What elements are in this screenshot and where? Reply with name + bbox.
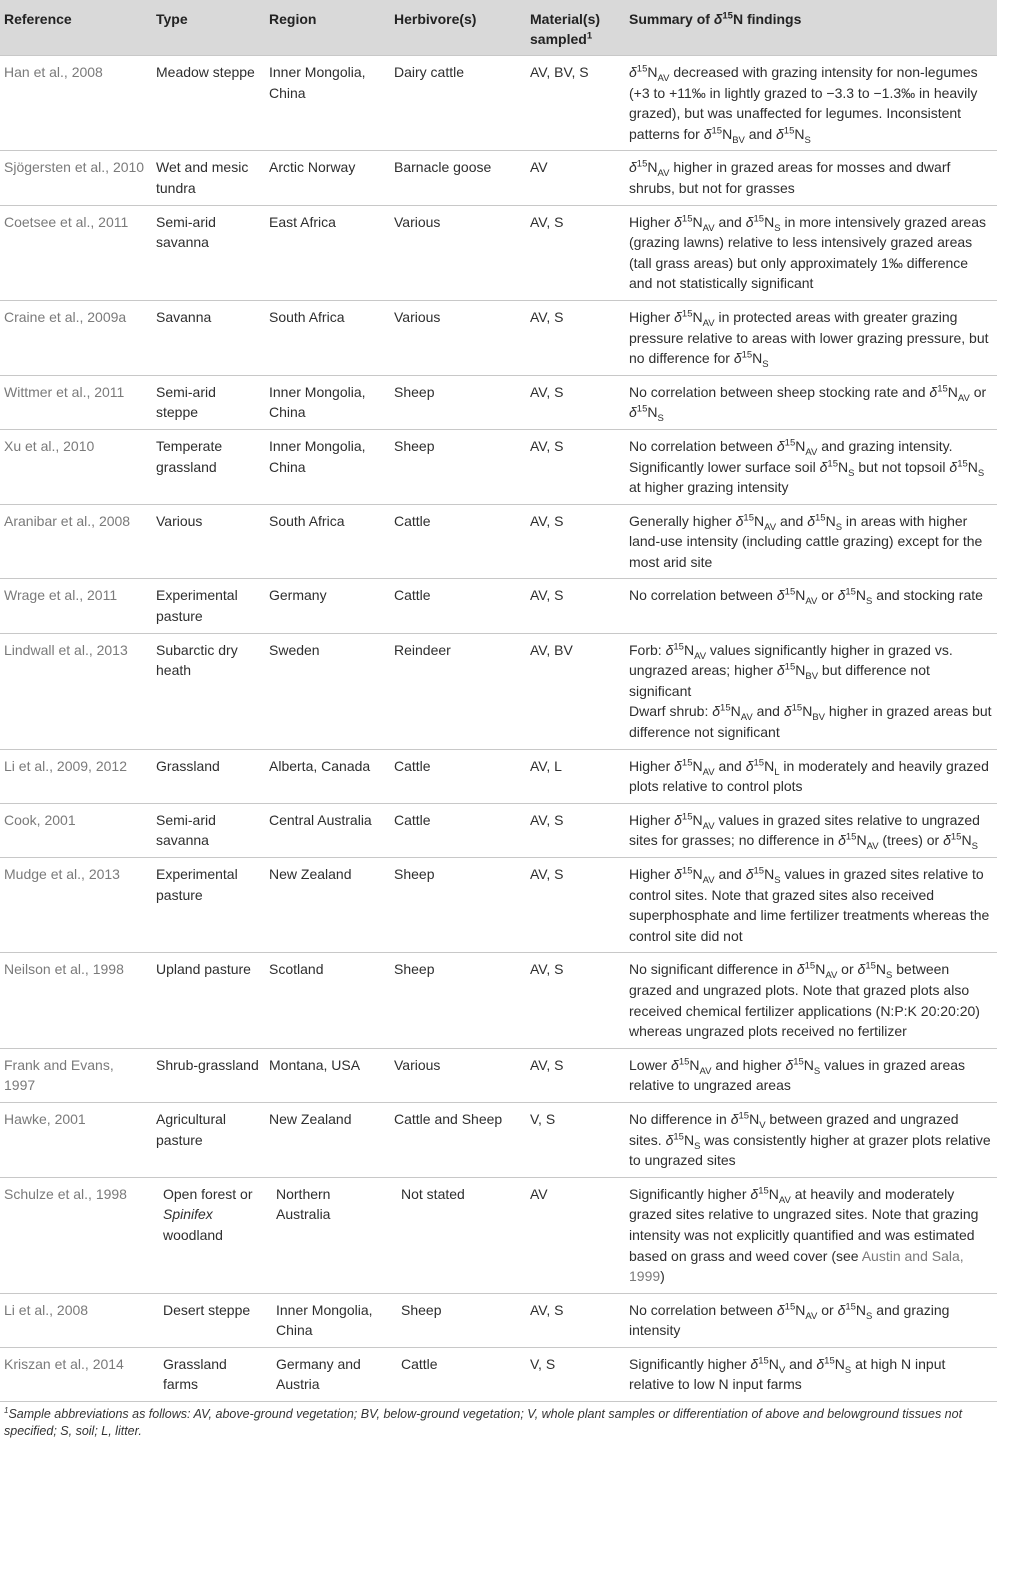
header-reference: Reference (0, 0, 152, 56)
table-row (0, 375, 997, 429)
cell-herbivore: Cattle (390, 579, 526, 633)
table-row (0, 953, 997, 1048)
header-material (526, 0, 625, 56)
cell-type: Subarctic dry heath (152, 633, 265, 749)
cell-type: Semi-arid savanna (152, 205, 265, 300)
cell-material: AV (526, 1177, 625, 1293)
cell-summary: $\delta^{15}N_{AV}$ higher in grazed areas for mosses and dwarf shrubs, but not for grasses (625, 151, 997, 205)
cell-region: Sweden (265, 633, 390, 749)
cell-material: V, S (526, 1102, 625, 1177)
table-row (0, 1177, 997, 1293)
cell-herbivore: Cattle (390, 749, 526, 803)
cell-herbivore: Not stated (390, 1177, 526, 1293)
cell-material: AV, S (526, 803, 625, 857)
cell-summary: No difference in $\delta^{15}N_V$ between grazed and ungrazed sites. $\delta^{15}N_S$ was consistently higher at grazer plots relative to ungrazed sites (625, 1102, 997, 1177)
cell-material: AV, S (526, 375, 625, 429)
cell-region: Germany (265, 579, 390, 633)
cell-summary: Lower $\delta^{15}N_{AV}$ and higher $\delta^{15}N_S$ values in grazed areas relative to ungrazed areas (625, 1048, 997, 1102)
cell-type: Grassland (152, 749, 265, 803)
cell-summary: Higher $\delta^{15}N_{AV}$ in protected areas with greater grazing pressure relative to areas with lower grazing pressure, but no difference for $\delta^{15}N_S$ (625, 300, 997, 375)
cell-type: Various (152, 504, 265, 579)
table-row (0, 579, 997, 633)
footnote-text: Sample abbreviations as follows: AV, above-ground vegetation; BV, below-ground vegetation; V, whole plant samples or differentiation of above and belowground tissues not specified; S, soil; L, litter. (4, 1407, 963, 1438)
cell-region: Arctic Norway (265, 151, 390, 205)
cell-type: Open forest or Spinifex woodland (152, 1177, 265, 1293)
cell-reference: Xu et al., 2010 (0, 429, 152, 504)
cell-summary: Higher $\delta^{15}N_{AV}$ and $\delta^{15}N_L$ in moderately and heavily grazed plots relative to control plots (625, 749, 997, 803)
table-row (0, 429, 997, 504)
cell-material: AV, S (526, 858, 625, 953)
cell-material: AV, L (526, 749, 625, 803)
cell-reference: Lindwall et al., 2013 (0, 633, 152, 749)
cell-type: Semi-arid savanna (152, 803, 265, 857)
cell-herbivore: Cattle and Sheep (390, 1102, 526, 1177)
cell-reference: Wrage et al., 2011 (0, 579, 152, 633)
cell-reference: Frank and Evans, 1997 (0, 1048, 152, 1102)
cell-reference: Wittmer et al., 2011 (0, 375, 152, 429)
cell-herbivore: Cattle (390, 1347, 526, 1401)
cell-reference: Kriszan et al., 2014 (0, 1347, 152, 1401)
table-row (0, 1102, 997, 1177)
cell-region: South Africa (265, 300, 390, 375)
cell-type: Shrub-grassland (152, 1048, 265, 1102)
cell-herbivore: Sheep (390, 1293, 526, 1347)
cell-type: Upland pasture (152, 953, 265, 1048)
header-herbivore: Herbivore(s) (390, 0, 526, 56)
cell-type: Semi-arid steppe (152, 375, 265, 429)
cell-material: AV, BV, S (526, 56, 625, 151)
cell-material: AV, S (526, 429, 625, 504)
cell-herbivore: Various (390, 205, 526, 300)
table-footnote (0, 1402, 997, 1439)
cell-type: Temperate grassland (152, 429, 265, 504)
cell-reference: Cook, 2001 (0, 803, 152, 857)
table-row (0, 504, 997, 579)
cell-reference: Sjögersten et al., 2010 (0, 151, 152, 205)
cell-herbivore: Sheep (390, 858, 526, 953)
table-row (0, 56, 997, 151)
cell-type: Savanna (152, 300, 265, 375)
table-row (0, 1048, 997, 1102)
cell-herbivore: Reindeer (390, 633, 526, 749)
cell-region: Northern Australia (265, 1177, 390, 1293)
table-row (0, 1293, 997, 1347)
cell-summary: Higher $\delta^{15}N_{AV}$ values in grazed sites relative to ungrazed sites for grasses; no difference in $\delta^{15}N_{AV}$ (trees) or $\delta^{15}N_S$ (625, 803, 997, 857)
cell-region: Central Australia (265, 803, 390, 857)
header-type: Type (152, 0, 265, 56)
cell-reference: Li et al., 2009, 2012 (0, 749, 152, 803)
cell-material: AV, S (526, 953, 625, 1048)
cell-reference: Schulze et al., 1998 (0, 1177, 152, 1293)
cell-region: South Africa (265, 504, 390, 579)
cell-summary: Significantly higher $\delta^{15}N_{AV}$ at heavily and moderately grazed sites relative to ungrazed sites. Note that grazing intensity was not explicitly quantified and was estimated based on grass and weed cover (see Austin and Sala, 1999) (625, 1177, 997, 1293)
header-summary: Summary of $\delta^{15}N$ findings (625, 0, 997, 56)
cell-type: Experimental pasture (152, 858, 265, 953)
cell-summary: Forb: $\delta^{15}N_{AV}$ values significantly higher in grazed vs. ungrazed areas; higher $\delta^{15}N_{BV}$ but difference not significant Dwarf shrub: $\delta^{15}N_{AV}$ and $\delta^{15}N_{BV}$ higher in grazed areas but difference not significant (625, 633, 997, 749)
cell-herbivore: Sheep (390, 953, 526, 1048)
cell-summary: Higher $\delta^{15}N_{AV}$ and $\delta^{15}N_S$ in more intensively grazed areas (grazing lawns) relative to less intensively grazed areas (tall grass areas) but only approximately 1‰ difference and not statistically significant (625, 205, 997, 300)
cell-summary: No correlation between $\delta^{15}N_{AV}$ and grazing intensity. Significantly lower surface soil $\delta^{15}N_S$ but not topsoil $\delta^{15}N_S$ at higher grazing intensity (625, 429, 997, 504)
header-material-label: Material(s) sampled (530, 11, 601, 47)
cell-material: AV, S (526, 504, 625, 579)
cell-material: AV, S (526, 1293, 625, 1347)
cell-region: Inner Mongolia, China (265, 375, 390, 429)
cell-summary: No significant difference in $\delta^{15}N_{AV}$ or $\delta^{15}N_S$ between grazed and ungrazed plots. Note that grazed plots also received chemical fertilizer applications (N:P:K 20:20:20) whereas ungrazed plots received no fertilizer (625, 953, 997, 1048)
cell-type: Desert steppe (152, 1293, 265, 1347)
cell-herbivore: Cattle (390, 504, 526, 579)
cell-reference: Li et al., 2008 (0, 1293, 152, 1347)
cell-summary: $\delta^{15}N_{AV}$ decreased with grazing intensity for non-legumes (+3 to +11‰ in lightly grazed to −3.3 to −1.3‰ in heavily grazed), but was unaffected for legumes. Inconsistent patterns for $\delta^{15}N_{BV}$ and $\delta^{15}N_S$ (625, 56, 997, 151)
table-row (0, 151, 997, 205)
cell-region: Alberta, Canada (265, 749, 390, 803)
cell-reference: Hawke, 2001 (0, 1102, 152, 1177)
cell-material: AV, S (526, 300, 625, 375)
cell-type: Experimental pasture (152, 579, 265, 633)
cell-reference: Neilson et al., 1998 (0, 953, 152, 1048)
cell-region: Inner Mongolia, China (265, 429, 390, 504)
cell-region: East Africa (265, 205, 390, 300)
header-material-footnote-marker: 1 (586, 30, 593, 42)
cell-summary: No correlation between $\delta^{15}N_{AV}$ or $\delta^{15}N_S$ and grazing intensity (625, 1293, 997, 1347)
table-row (0, 205, 997, 300)
cell-material: AV (526, 151, 625, 205)
cell-summary: Generally higher $\delta^{15}N_{AV}$ and $\delta^{15}N_S$ in areas with higher land-use intensity (including cattle grazing) except for the most arid site (625, 504, 997, 579)
cell-herbivore: Sheep (390, 429, 526, 504)
cell-material: AV, S (526, 579, 625, 633)
cell-region: New Zealand (265, 858, 390, 953)
cell-region: Germany and Austria (265, 1347, 390, 1401)
cell-summary: No correlation between sheep stocking rate and $\delta^{15}N_{AV}$ or $\delta^{15}N_S$ (625, 375, 997, 429)
footnote-marker: 1 (4, 1405, 9, 1415)
cell-reference: Han et al., 2008 (0, 56, 152, 151)
table-row (0, 803, 997, 857)
table-row (0, 858, 997, 953)
cell-type: Wet and mesic tundra (152, 151, 265, 205)
table-row (0, 749, 997, 803)
cell-herbivore: Various (390, 1048, 526, 1102)
cell-summary: No correlation between $\delta^{15}N_{AV}$ or $\delta^{15}N_S$ and stocking rate (625, 579, 997, 633)
cell-herbivore: Barnacle goose (390, 151, 526, 205)
cell-region: Montana, USA (265, 1048, 390, 1102)
cell-region: New Zealand (265, 1102, 390, 1177)
cell-region: Inner Mongolia, China (265, 1293, 390, 1347)
table-row (0, 633, 997, 749)
header-row (0, 0, 997, 56)
table-row (0, 300, 997, 375)
cell-summary: Significantly higher $\delta^{15}N_V$ and $\delta^{15}N_S$ at high N input relative to low N input farms (625, 1347, 997, 1401)
cell-material: AV, S (526, 205, 625, 300)
cell-herbivore: Dairy cattle (390, 56, 526, 151)
cell-material: AV, S (526, 1048, 625, 1102)
table-row (0, 1347, 997, 1401)
cell-summary: Higher $\delta^{15}N_{AV}$ and $\delta^{15}N_S$ values in grazed sites relative to control sites. Note that grazed sites also received superphosphate and lime fertilizer treatments whereas the control site did not (625, 858, 997, 953)
cell-herbivore: Cattle (390, 803, 526, 857)
cell-reference: Aranibar et al., 2008 (0, 504, 152, 579)
cell-type: Agricultural pasture (152, 1102, 265, 1177)
cell-reference: Mudge et al., 2013 (0, 858, 152, 953)
cell-herbivore: Various (390, 300, 526, 375)
cell-type: Meadow steppe (152, 56, 265, 151)
cell-material: V, S (526, 1347, 625, 1401)
cell-type: Grassland farms (152, 1347, 265, 1401)
cell-region: Inner Mongolia, China (265, 56, 390, 151)
header-region: Region (265, 0, 390, 56)
cell-reference: Craine et al., 2009a (0, 300, 152, 375)
cell-region: Scotland (265, 953, 390, 1048)
cell-herbivore: Sheep (390, 375, 526, 429)
cell-material: AV, BV (526, 633, 625, 749)
cell-reference: Coetsee et al., 2011 (0, 205, 152, 300)
